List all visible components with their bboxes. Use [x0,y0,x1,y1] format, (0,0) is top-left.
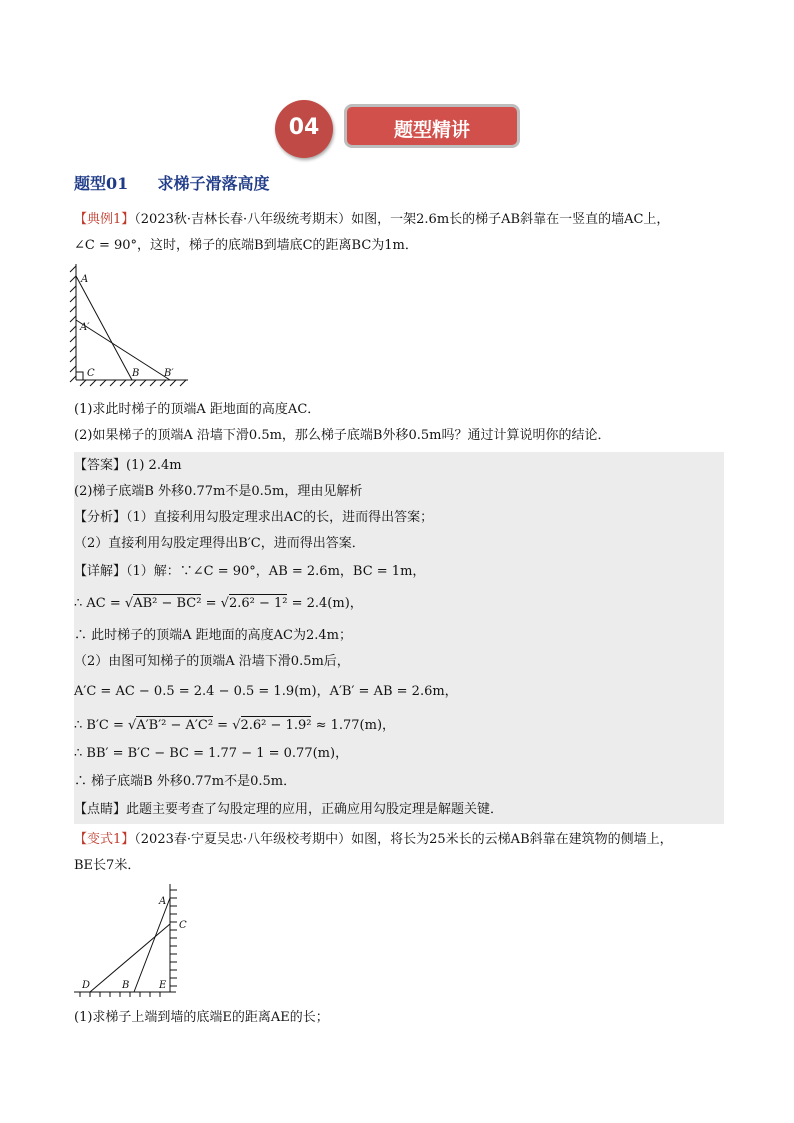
fig2-label-b: B [122,980,130,991]
detail-line3: ∴ 此时梯子的顶端A 距地面的高度AC为2.4m； [74,628,352,643]
detail-line4: （2）由图可知梯子的顶端A 沿墙下滑0.5m后， [74,654,350,669]
detail-line2-sqrt1: AB² − BC² [133,596,202,611]
fig2-label-e: E [159,980,167,991]
detail-line6: ∴ B′C = √A′B′² − A′C² = √2.6² − 1.9² ≈ 1.77(m)， [74,718,396,733]
section-badge-number: 04 [288,115,320,140]
detail-line2-mid: = [201,596,221,611]
detail-line8: ∴ 梯子底端B 外移0.77m不是0.5m． [74,774,297,789]
fig1-label-b: B [132,368,140,379]
example1-figure [66,260,196,390]
variant1-tag: 【变式1】 [74,832,135,847]
example1-question1: (1)求此时梯子的顶端A 距地面的高度AC． [74,402,321,417]
example1-line2: ∠C = 90°，这时，梯子的底端B到墙底C的距离BC为1m． [74,238,418,253]
fig2-label-a: A [159,896,167,907]
variant1-source: （2023春·宁夏吴忠·八年级校考期中） [134,832,352,847]
detail-line6-rhs: ≈ 1.77(m)， [311,718,396,733]
section-badge [275,100,333,158]
variant1-text1: 如图，将长为25米长的云梯AB斜靠在建筑物的侧墙上， [351,832,673,847]
answer-line1: 【答案】(1) 2.4m [74,458,182,473]
detail-line6-sqrt1: A′B′² − A′C² [136,718,214,733]
detail-line7: ∴ BB′ = B′C − BC = 1.77 − 1 = 0.77(m)， [74,746,349,761]
detail-line1: 【详解】（1）解：∵∠C = 90°，AB = 2.6m，BC = 1m， [74,564,426,579]
example1-question2: (2)如果梯子的顶端A 沿墙下滑0.5m，那么梯子底端B外移0.5m吗？通过计算说明你的结论． [74,428,611,443]
section-title-text: 求梯子滑落高度 [157,174,270,193]
section-banner-title: 题型精讲 [393,119,470,141]
section-title [74,174,269,194]
detail-line6-sqrt2: 2.6² − 1.9² [240,718,312,733]
fig2-label-c: C [179,920,187,931]
fig1-label-a: A [81,274,89,285]
analysis-line1: 【分析】（1）直接利用勾股定理求出AC的长，进而得出答案； [74,510,434,525]
detail-line2: ∴ AC = √AB² − BC² = √2.6² − 1² = 2.4(m)， [74,596,363,611]
variant1-figure [70,880,190,1000]
detail-line2-rhs: = 2.4(m)， [287,596,363,611]
section-title-prefix: 题型01 [74,174,129,193]
detail-line2-sqrt2: 2.6² − 1² [228,596,288,611]
detail-line6-lhs: ∴ B′C = [74,718,129,733]
section-banner [344,104,520,148]
example1-source: （2023秋·吉林长春·八年级统考期末） [134,212,352,227]
analysis-line2: （2）直接利用勾股定理得出B′C，进而得出答案． [74,536,365,551]
example1-line1 [74,210,669,230]
fig2-label-d: D [82,980,91,991]
detail-line5: A′C = AC − 0.5 = 2.4 − 0.5 = 1.9(m)，A′B′ = AB = 2.6m， [74,684,458,699]
example1-tag: 【典例1】 [74,212,135,227]
variant1-question1: (1)求梯子上端到墙的底端E的距离AE的长； [74,1010,329,1025]
example1-text1: 如图，一架2.6m长的梯子AB斜靠在一竖直的墙AC上， [351,212,670,227]
answer-line2: (2)梯子底端B 外移0.77m不是0.5m，理由见解析 [74,484,363,499]
variant1-line2: BE长7米． [74,858,141,873]
variant1-line1 [74,830,673,850]
comment-line: 【点睛】此题主要考查了勾股定理的应用，正确应用勾股定理是解题关键． [74,802,504,817]
detail-line6-mid: = [213,718,233,733]
fig1-label-b-prime: B′ [164,368,174,379]
fig1-label-a-prime: A′ [80,322,90,333]
detail-line2-lhs: ∴ AC = [74,596,125,611]
fig1-label-c: C [87,368,95,379]
